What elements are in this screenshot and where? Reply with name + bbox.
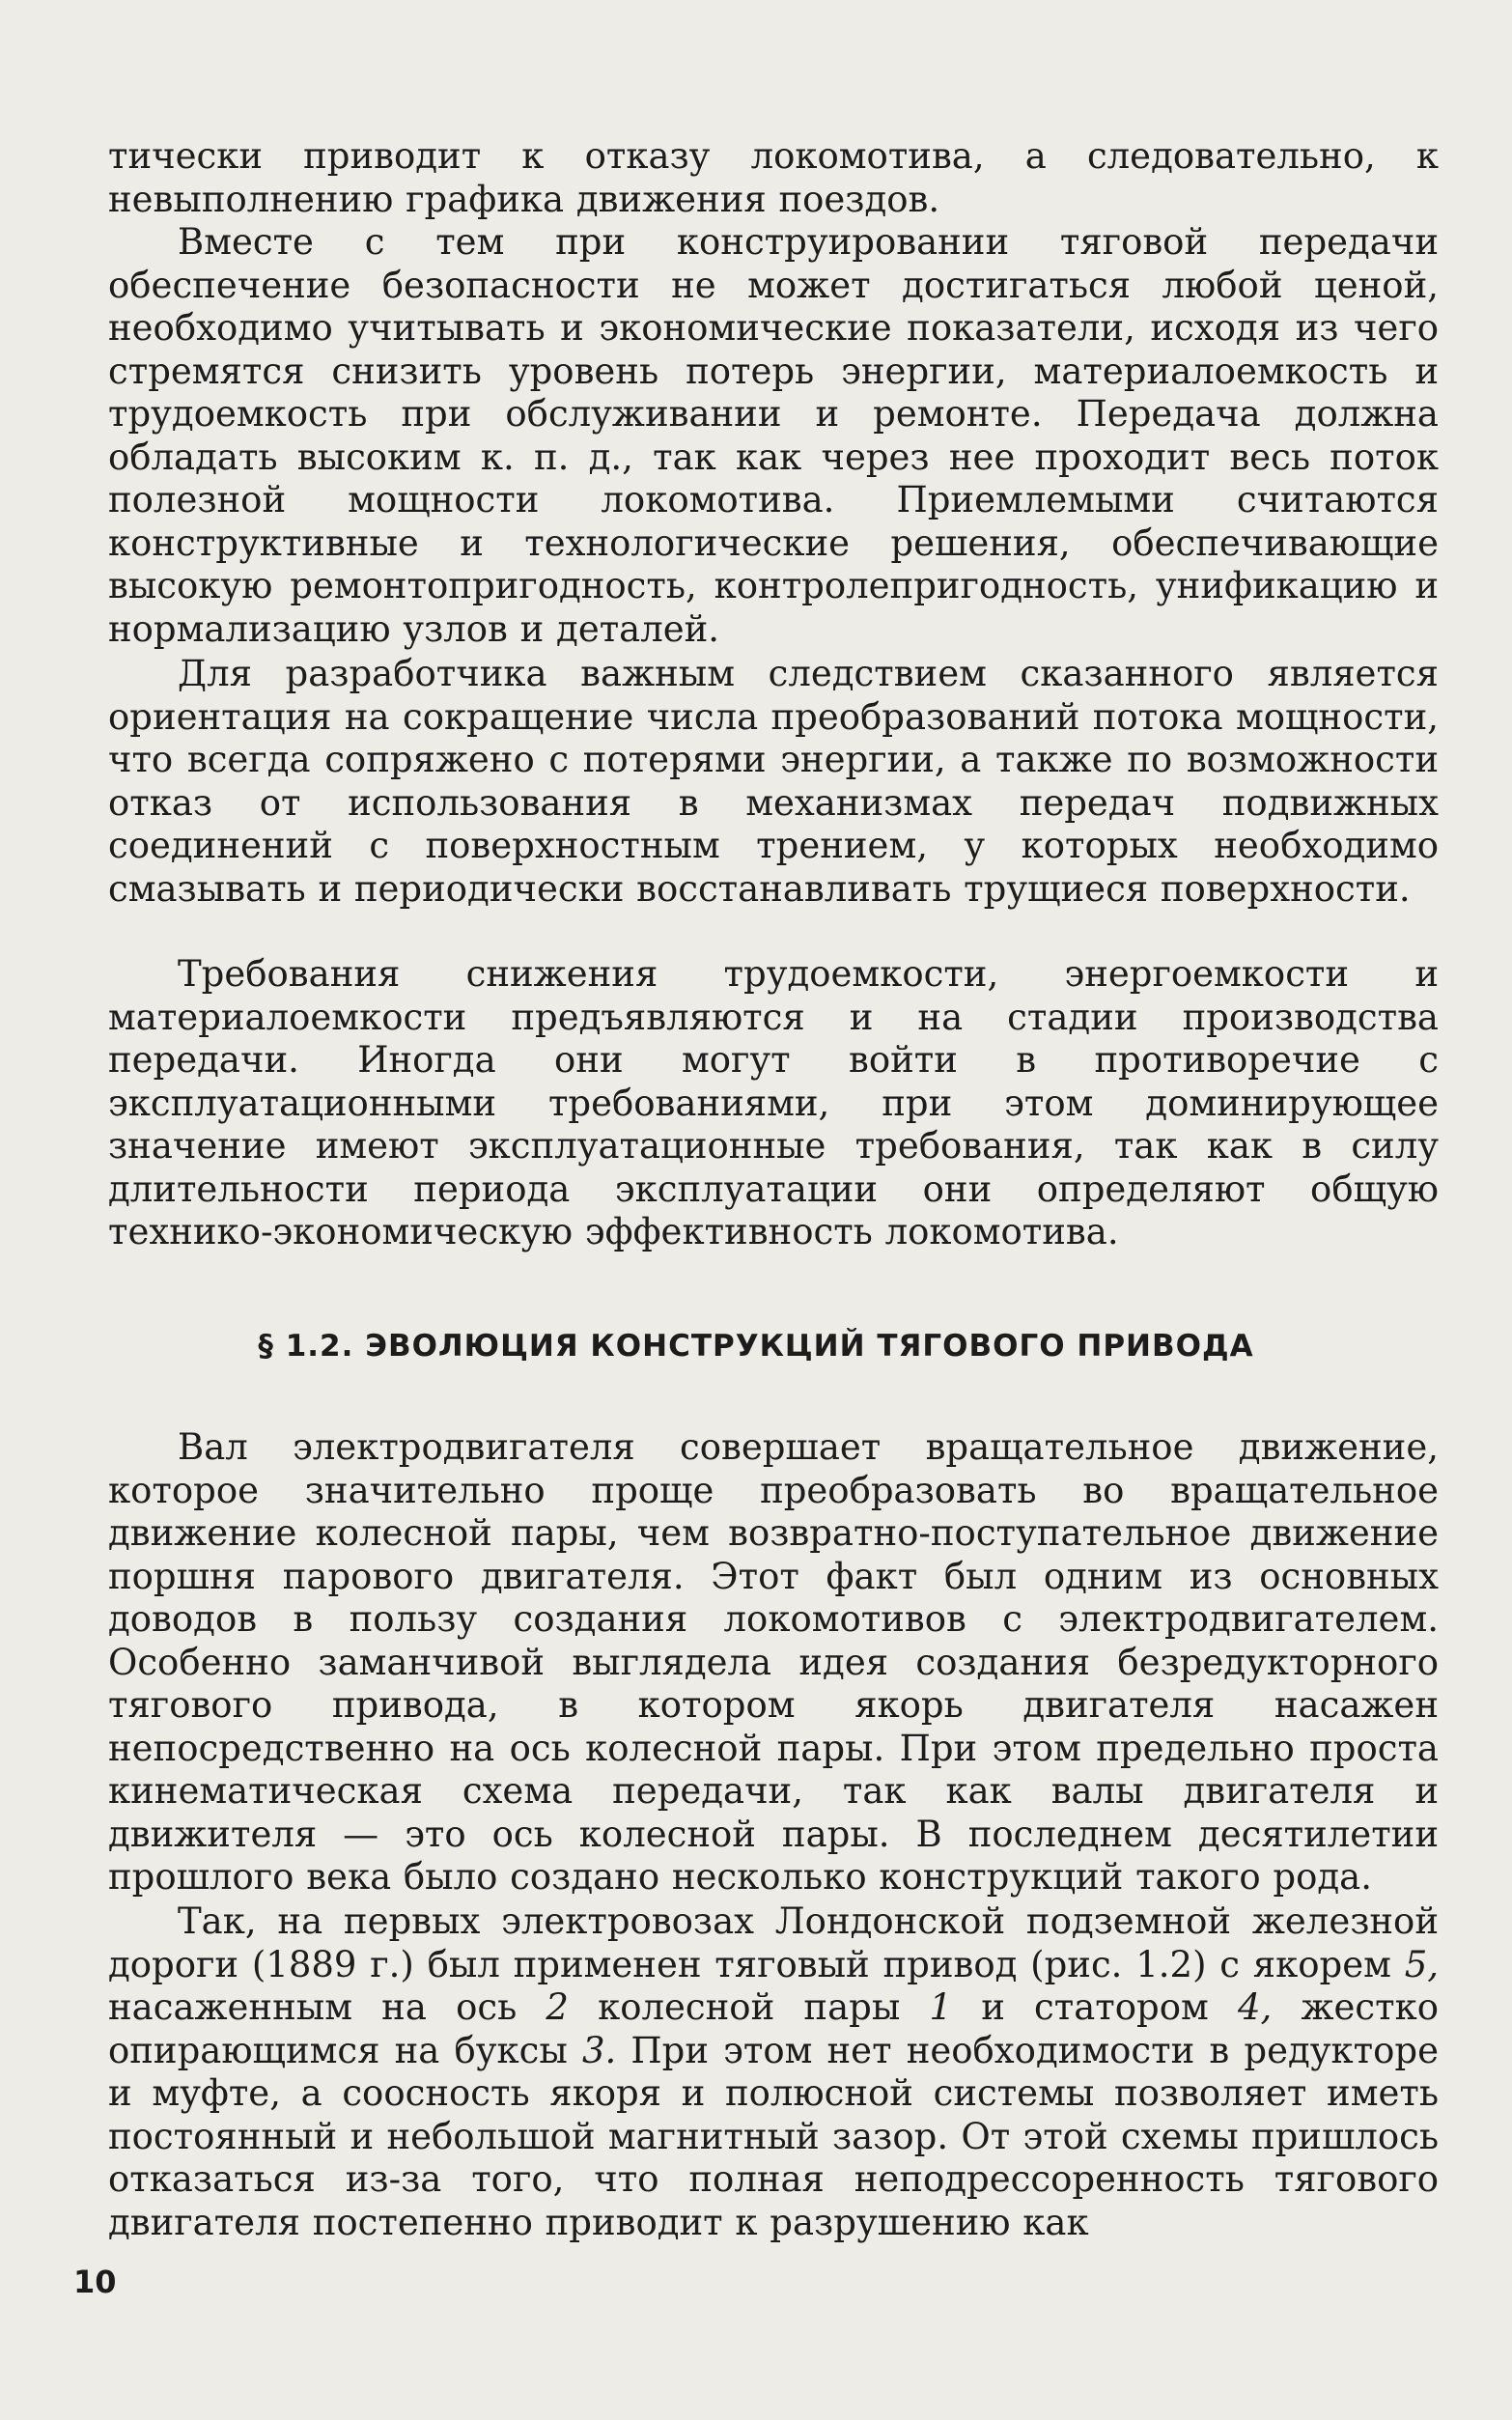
text-run: колесной пары	[568, 1986, 930, 2028]
text-run: жестко опирающимся на буксы	[108, 1986, 1439, 2071]
section-heading: § 1.2. ЭВОЛЮЦИЯ КОНСТРУКЦИЙ ТЯГОВОГО ПРИВОДА	[258, 1329, 1254, 1364]
paragraph-developer-orientation: Для разработчика важным следствием сказанного является ориентация на сокращение числа преобразований потока мощности, что всегда сопряжено с потерями энергии, а также по возможности отказ от использования в механизмах передач подвижных соединений с поверхностным трением, у которых необходимо смазывать и периодически восстанавливать трущиеся поверхности.	[108, 653, 1439, 910]
paragraph-motor-shaft: Вал электродвигателя совершает вращательное движение, которое значительно проще преобразовать во вращательное движение колесной пары, чем возвратно-поступательное движение поршня парового двигателя. Этот факт был одним из основных доводов в пользу создания локомотивов с электродвигателем. Особенно заманчивой выглядела идея создания безредукторного тягового привода, в котором якорь двигателя насажен непосредственно на ось колесной пары. При этом предельно проста кинематическая схема передачи, так как валы двигателя и движителя — это ось колесной пары. В последнем десятилетии прошлого века было создано несколько конструкций такого рода.	[108, 1426, 1439, 1898]
figure-ref-stator: 4,	[1237, 1986, 1273, 2028]
paragraph-production-requirements: Требования снижения трудоемкости, энергоемкости и материалоемкости предъявляются и на стадии производства передачи. Иногда они могут войти в противоречие с эксплуатационными требованиями, при этом доминирующее значение имеют эксплуатационные требования, так как в силу длительности периода эксплуатации они определяют общую технико-экономическую эффективность локомотива.	[108, 953, 1439, 1252]
figure-ref-anchor: 5,	[1404, 1943, 1439, 1985]
text-run: Так, на первых электровозах Лондонской подземной железной дороги (1889 г.) был применен тяговый привод (рис. 1.2) с якорем	[108, 1900, 1439, 1985]
text-run: насаженным на ось	[108, 1986, 546, 2028]
paragraph-safety-economy: Вместе с тем при конструировании тяговой передачи обеспечение безопасности не может достигаться любой ценой, необходимо учитывать и экономические показатели, исходя из чего стремятся снизить уровень потерь энергии, материалоемкость и трудоемкость при обслуживании и ремонте. Передача должна обладать высоким к. п. д., так как через нее проходит весь поток полезной мощности локомотива. Приемлемыми считаются конструктивные и технологические решения, обеспечивающие высокую ремонтопригодность, контролепригодность, унификацию и нормализацию узлов и деталей.	[108, 221, 1439, 650]
text-run: При этом нет необходимости в редукторе и муфте, а соосность якоря и полюсной системы позволяет иметь постоянный и небольшой магнитный зазор. От этой схемы пришлось отказаться из-за того, что полная неподрессоренность тягового двигателя постепенно приводит к разрушению как	[108, 2029, 1439, 2243]
figure-ref-axle: 2	[546, 1986, 569, 2028]
figure-ref-wheelset: 1	[929, 1986, 953, 2028]
paragraph-london-locomotives	[108, 1900, 1439, 2244]
figure-ref-axlebox: 3.	[581, 2029, 617, 2071]
text-run: и статором	[952, 1986, 1238, 2028]
paragraph-continuation: тически приводит к отказу локомотива, а следовательно, к невыполнению графика движения поездов.	[108, 135, 1439, 220]
page-number: 10	[73, 2264, 117, 2300]
